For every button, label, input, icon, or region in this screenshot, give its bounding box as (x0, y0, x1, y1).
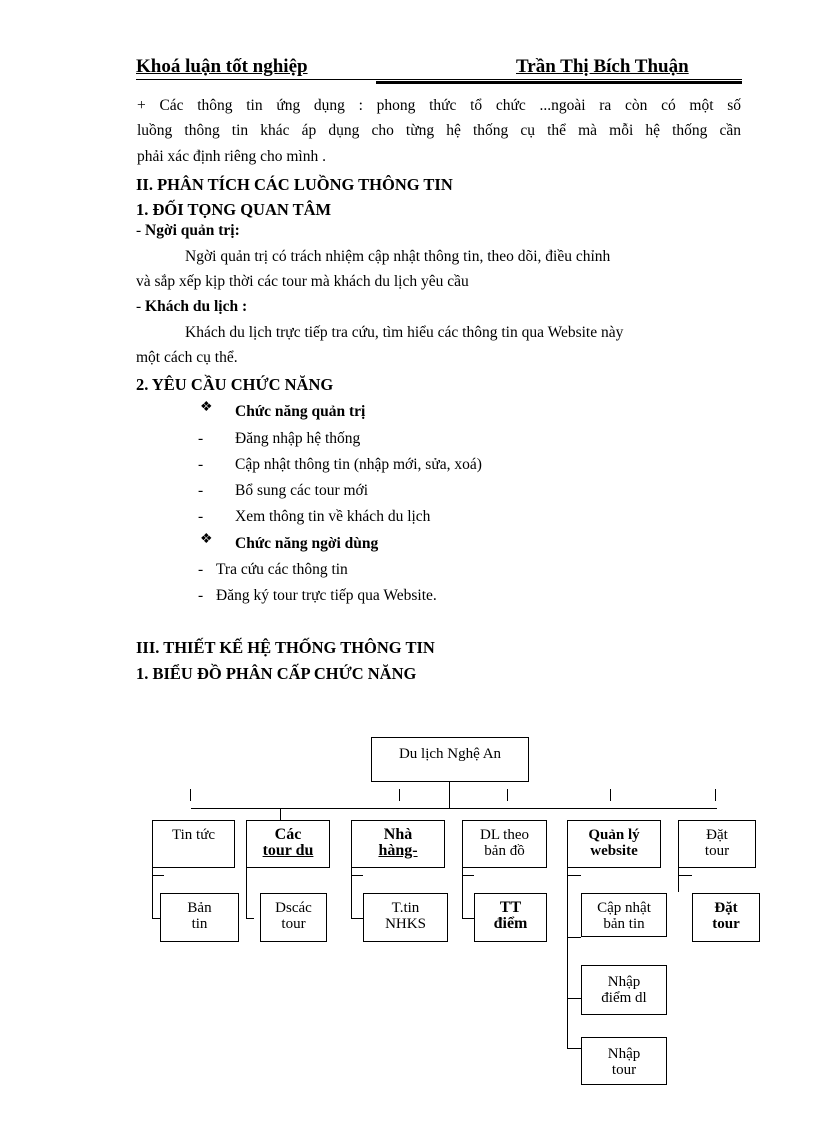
connector (678, 868, 679, 892)
box-label: tour du (262, 842, 314, 859)
box-label: Các (274, 826, 302, 843)
l1-box-tin-tuc (152, 820, 235, 868)
intro-line-2: luồng thông tin khác áp dụng cho từng hệ thống cụ thể mà mỗi hệ thống cần (137, 122, 741, 139)
connector (399, 789, 400, 801)
admin-label (136, 222, 240, 240)
section-3-sub-1: 1. BIỂU ĐỒ PHÂN CẤP CHỨC NĂNG (136, 664, 417, 683)
admin-label-text: Ngời quản trị: (145, 222, 240, 239)
dash: - (198, 456, 204, 473)
admin-func-item: Bổ sung các tour mới (235, 482, 369, 499)
connector (449, 782, 450, 809)
connector (678, 875, 692, 876)
connector (246, 868, 247, 918)
l1-box-quan-ly-website (567, 820, 661, 868)
user-func-item: Tra cứu các thông tin (216, 561, 348, 578)
l1-box-dl-ban-do (462, 820, 547, 868)
connector (610, 789, 611, 801)
l2-box-tt-diem (474, 893, 547, 942)
l2-box-ttin-nhks (363, 893, 448, 942)
box-label: Cập nhật (597, 900, 651, 916)
dash: - (198, 482, 204, 499)
l3-box-nhap-diem-dl (581, 965, 667, 1015)
user-func-title: Chức năng ngời dùng (235, 535, 379, 552)
box-label: Tin tức (171, 827, 215, 843)
dash: - (198, 587, 204, 604)
connector (191, 808, 717, 809)
section-2-title: II. PHÂN TÍCH CÁC LUỒNG THÔNG TIN (136, 175, 453, 194)
l2-box-dat-tour (692, 893, 760, 942)
box-label: Quản lý (588, 827, 640, 843)
dash: - (198, 508, 204, 525)
box-label: hàng- (378, 842, 418, 859)
box-label: Dscác (275, 900, 312, 916)
connector (351, 918, 363, 919)
guest-label (136, 298, 247, 316)
connector (567, 868, 568, 1048)
diagram-root-box: Du lịch Nghệ An (371, 737, 529, 782)
admin-func-item: Đăng nhập hệ thống (235, 430, 361, 447)
connector (190, 789, 191, 801)
l1-box-nha-hang (351, 820, 445, 868)
connector (152, 918, 160, 919)
box-label: TT (499, 899, 522, 916)
admin-func-title: Chức năng quản trị (235, 403, 366, 420)
box-label: bản tin (603, 916, 645, 932)
box-label: điểm (493, 915, 528, 932)
header-left: Khoá luận tốt nghiệp (136, 56, 308, 77)
connector (462, 918, 474, 919)
connector (567, 937, 581, 938)
box-label: Nhà (383, 826, 413, 843)
diamond-bullet-icon: ❖ (200, 532, 213, 547)
box-label: Nhập (607, 1046, 641, 1062)
l2-box-ds-cac-tour (260, 893, 327, 942)
connector (567, 1048, 581, 1049)
guest-label-prefix: - (136, 298, 146, 315)
box-label: Đặt (714, 900, 738, 916)
admin-label-prefix: - (136, 222, 146, 239)
box-label: bản đồ (484, 843, 525, 859)
l3-box-nhap-tour (581, 1037, 667, 1085)
box-label: tour (712, 916, 740, 932)
guest-label-text: Khách du lịch : (145, 298, 248, 315)
box-label: điểm dl (601, 990, 647, 1006)
section-2-sub-2: 2. YÊU CẦU CHỨC NĂNG (136, 375, 334, 394)
box-label: Nhập (607, 974, 641, 990)
connector (462, 875, 474, 876)
connector (152, 875, 164, 876)
intro-line-3: phải xác định riêng cho mình . (137, 148, 326, 165)
box-label: Bản (187, 900, 212, 916)
box-label: tour (611, 1062, 637, 1078)
intro-line-1: + Các thông tin ứng dụng : phong thức tổ chức ...ngoài ra còn có một số (137, 97, 741, 114)
guest-text-1: Khách du lịch trực tiếp tra cứu, tìm hiểu các thông tin qua Website này (185, 324, 624, 341)
connector (715, 789, 716, 801)
connector (351, 875, 363, 876)
connector (567, 875, 581, 876)
l1-box-cac-tour (246, 820, 330, 868)
header-rule-thick (376, 81, 742, 84)
box-label: tour (281, 916, 306, 932)
header-right: Trần Thị Bích Thuận (516, 56, 689, 77)
box-label: NHKS (385, 916, 426, 932)
section-2-sub-1: 1. ĐỐI TỌNG QUAN TÂM (136, 200, 332, 219)
connector (246, 918, 254, 919)
section-3-title: III. THIẾT KẾ HỆ THỐNG THÔNG TIN (136, 638, 435, 657)
header-rule-thin (136, 79, 742, 80)
admin-text-1: Ngời quản trị có trách nhiệm cập nhật thông tin, theo dõi, điều chỉnh (185, 248, 611, 265)
diamond-bullet-icon: ❖ (200, 400, 213, 415)
admin-text-2: và sắp xếp kịp thời các tour mà khách du lịch yêu cầu (136, 273, 469, 290)
admin-func-item: Xem thông tin về khách du lịch (235, 508, 431, 525)
box-label: T.tin (391, 900, 420, 916)
l2-box-cap-nhat-ban-tin (581, 893, 667, 937)
admin-func-item: Cập nhật thông tin (nhập mới, sửa, xoá) (235, 456, 482, 473)
box-label: DL theo (479, 827, 529, 843)
box-label: tin (191, 916, 208, 932)
user-func-item: Đăng ký tour trực tiếp qua Website. (216, 587, 437, 604)
connector (507, 789, 508, 801)
guest-text-2: một cách cụ thể. (136, 349, 238, 366)
box-label: tour (704, 843, 730, 859)
l1-box-dat-tour (678, 820, 756, 868)
connector (567, 998, 581, 999)
l2-box-ban-tin (160, 893, 239, 942)
box-label: website (590, 843, 638, 859)
dash: - (198, 430, 204, 447)
box-label: Đặt (706, 827, 728, 843)
dash: - (198, 561, 204, 578)
